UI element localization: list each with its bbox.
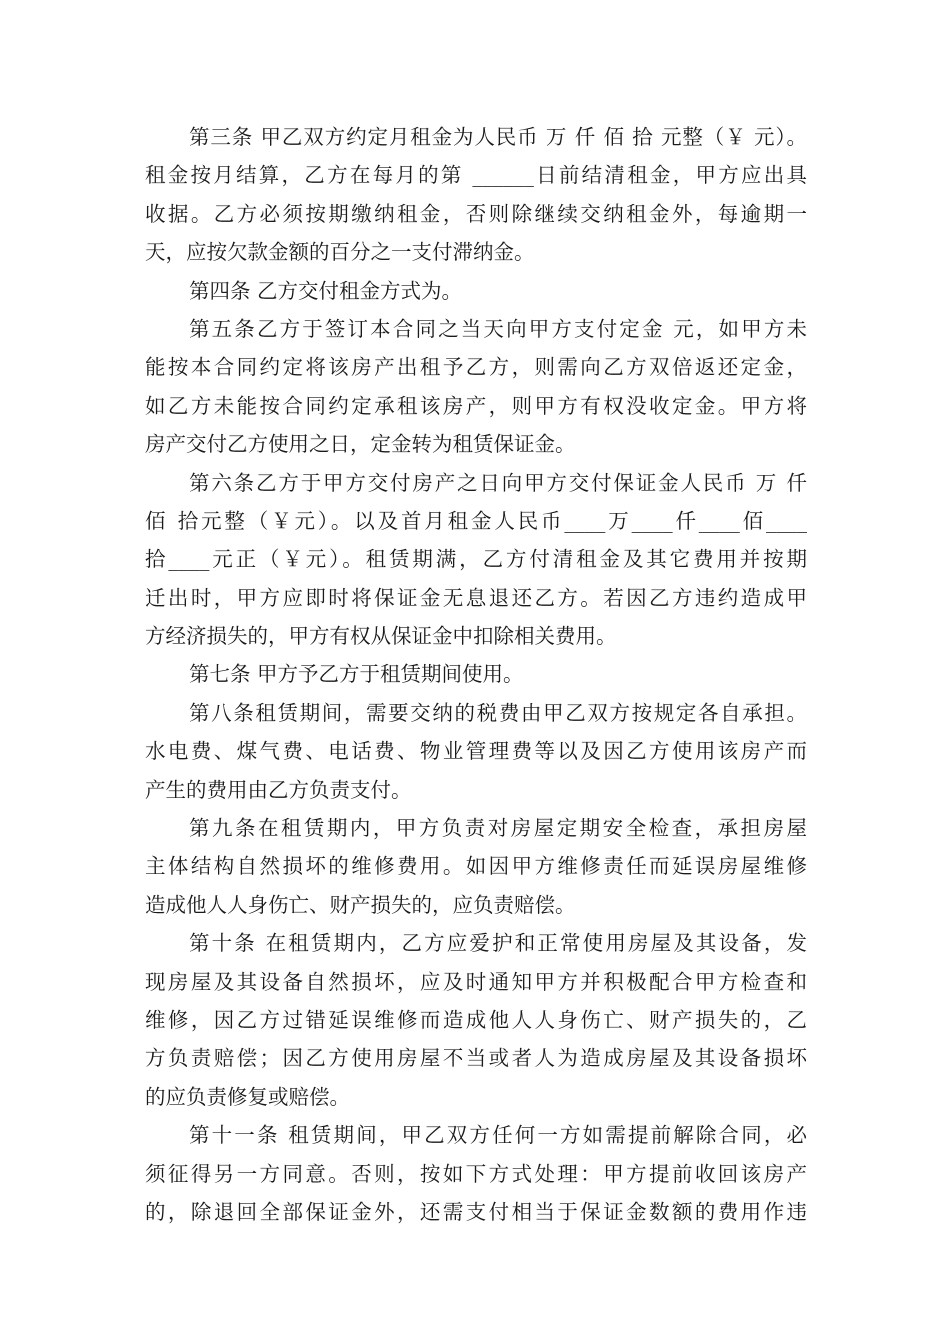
text-line: 维修，因乙方过错延误维修而造成他人人身伤亡、财产损失的，乙 bbox=[145, 1007, 807, 1032]
text-line: 第四条 乙方交付租金方式为。 bbox=[189, 278, 463, 303]
text-line: 第五条乙方于签订本合同之当天向甲方支付定金 元，如甲方未 bbox=[189, 316, 807, 341]
text-line: 第九条在租赁期内，甲方负责对房屋定期安全检查，承担房屋 bbox=[189, 816, 807, 841]
text-line: 第十一条 租赁期间，甲乙双方任何一方如需提前解除合同，必 bbox=[189, 1123, 807, 1148]
text-line: 如乙方未能按合同约定承租该房产，则甲方有权没收定金。甲方将 bbox=[145, 393, 807, 418]
text-line: 须征得另一方同意。否则，按如下方式处理：甲方提前收回该房产 bbox=[145, 1161, 807, 1186]
text-line: 拾____元正（￥元）。租赁期满，乙方付清租金及其它费用并按期 bbox=[145, 547, 807, 572]
text-line: 产生的费用由乙方负责支付。 bbox=[145, 777, 412, 802]
text-line: 现房屋及其设备自然损坏，应及时通知甲方并积极配合甲方检查和 bbox=[145, 969, 807, 994]
text-line: 迁出时，甲方应即时将保证金无息退还乙方。若因乙方违约造成甲 bbox=[145, 585, 807, 610]
text-line: 造成他人人身伤亡、财产损失的，应负责赔偿。 bbox=[145, 892, 576, 917]
text-line: 第六条乙方于甲方交付房产之日向甲方交付保证金人民币 万 仟 bbox=[189, 470, 807, 495]
text-line: 佰 拾元整（￥元）。以及首月租金人民币____万____仟____佰____ bbox=[145, 508, 807, 533]
text-line: 方经济损失的，甲方有权从保证金中扣除相关费用。 bbox=[145, 624, 617, 649]
text-line: 收据。乙方必须按期缴纳租金，否则除继续交纳租金外，每逾期一 bbox=[145, 201, 807, 226]
text-line: 第十条 在租赁期内，乙方应爱护和正常使用房屋及其设备，发 bbox=[189, 931, 807, 956]
text-line: 租金按月结算，乙方在每月的第 ______日前结清租金，甲方应出具 bbox=[145, 163, 807, 188]
document-body bbox=[145, 118, 807, 1231]
text-line: 第七条 甲方予乙方于租赁期间使用。 bbox=[189, 662, 524, 687]
text-line: 第八条租赁期间，需要交纳的税费由甲乙双方按规定各自承担。 bbox=[189, 700, 807, 725]
text-line: 的，除退回全部保证金外，还需支付相当于保证金数额的费用作违 bbox=[145, 1199, 807, 1224]
text-line: 天，应按欠款金额的百分之一支付滞纳金。 bbox=[145, 240, 535, 265]
text-line: 能按本合同约定将该房产出租予乙方，则需向乙方双倍返还定金， bbox=[145, 355, 807, 380]
text-line: 的应负责修复或赔偿。 bbox=[145, 1084, 350, 1109]
text-line: 水电费、煤气费、电话费、物业管理费等以及因乙方使用该房产而 bbox=[145, 739, 807, 764]
text-line: 第三条 甲乙双方约定月租金为人民币 万 仟 佰 拾 元整（￥ 元）。 bbox=[189, 125, 807, 149]
text-line: 主体结构自然损坏的维修费用。如因甲方维修责任而延误房屋维修 bbox=[145, 854, 807, 879]
text-line: 方负责赔偿；因乙方使用房屋不当或者人为造成房屋及其设备损坏 bbox=[145, 1046, 807, 1071]
text-line: 房产交付乙方使用之日，定金转为租赁保证金。 bbox=[145, 432, 576, 457]
